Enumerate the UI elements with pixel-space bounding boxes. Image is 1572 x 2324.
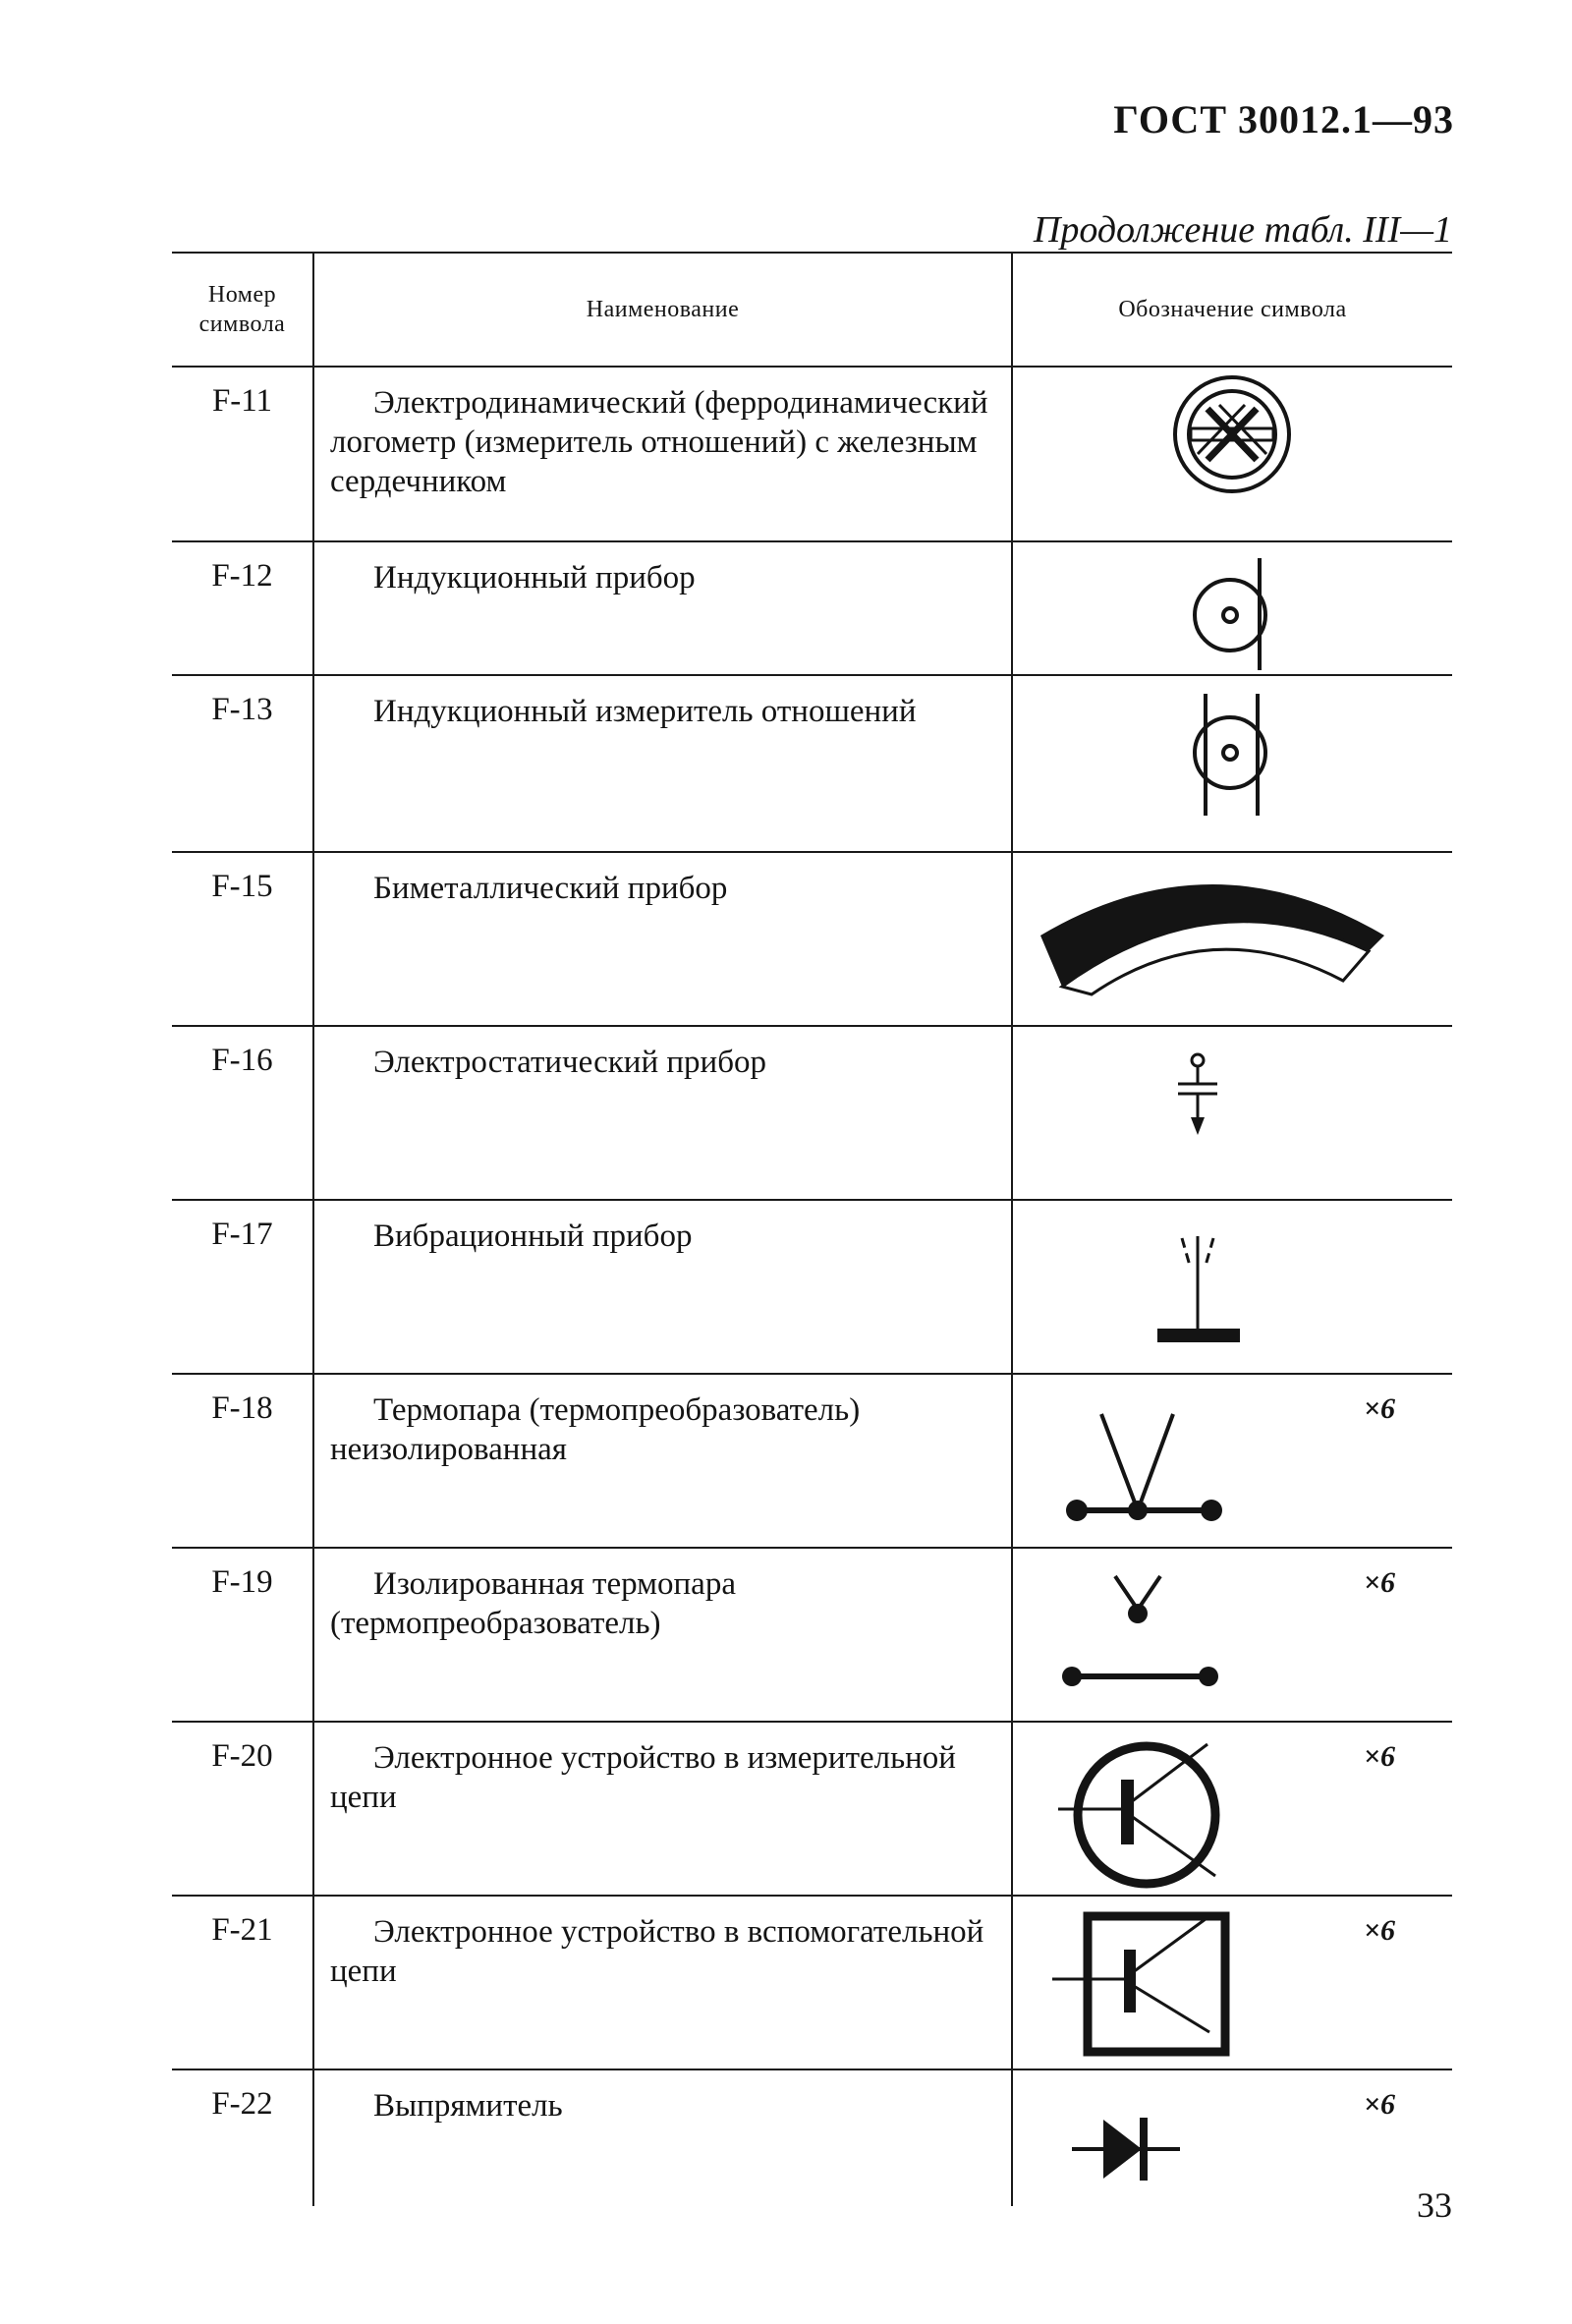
column-header-name: Наименование [314, 254, 1013, 366]
symbol-name-cell [314, 2070, 1013, 2206]
scale-note: ×6 [1363, 1392, 1395, 1425]
table-row [172, 2070, 1452, 2206]
symbol-number: F-13 [172, 676, 314, 851]
symbol-cell [1013, 542, 1452, 674]
table-row [172, 1375, 1452, 1549]
symbol-name-cell [314, 853, 1013, 1025]
symbol-name-cell [314, 1375, 1013, 1547]
symbol-name: Электродинамический (ферродинамический логометр (измеритель отношений) с железным сердечником [330, 385, 988, 499]
symbol-number: F-20 [172, 1723, 314, 1895]
page-number: 33 [1417, 2185, 1452, 2225]
symbol-name: Биметаллический прибор [373, 871, 728, 906]
induction-ratiometer-icon [1013, 676, 1452, 851]
symbol-name-cell [314, 676, 1013, 851]
table-row [172, 1723, 1452, 1897]
symbol-name: Термопара (термопреобразователь) неизолированная [330, 1392, 861, 1467]
table-row [172, 1201, 1452, 1375]
symbol-name: Электростатический прибор [373, 1045, 766, 1080]
symbol-name: Выпрямитель [373, 2088, 563, 2124]
symbol-name-cell [314, 542, 1013, 674]
electrostatic-instrument-icon [1013, 1027, 1452, 1199]
table-row [172, 676, 1452, 853]
bimetallic-instrument-icon [1013, 853, 1452, 1025]
electrodynamic-ratiometer-iron-core-icon [1013, 368, 1452, 540]
symbol-cell [1013, 2070, 1452, 2206]
scale-note: ×6 [1363, 1914, 1395, 1947]
table-row [172, 1027, 1452, 1201]
symbol-cell [1013, 368, 1452, 540]
symbol-cell [1013, 1723, 1452, 1895]
symbol-name: Изолированная термопара (термопреобразователь) [330, 1566, 736, 1641]
symbol-number: F-15 [172, 853, 314, 1025]
symbol-name-cell [314, 1897, 1013, 2069]
table-caption: Продолжение табл. III—1 [1033, 209, 1452, 251]
symbol-name-cell [314, 1549, 1013, 1721]
symbol-number: F-16 [172, 1027, 314, 1199]
symbol-name-cell [314, 1027, 1013, 1199]
symbol-number: F-12 [172, 542, 314, 674]
table-row [172, 542, 1452, 676]
table-row [172, 1549, 1452, 1723]
symbol-cell [1013, 1375, 1452, 1547]
symbol-cell [1013, 676, 1452, 851]
symbol-name: Электронное устройство в вспомогательной цепи [330, 1914, 984, 1989]
table-row [172, 1897, 1452, 2070]
symbol-number: F-22 [172, 2070, 314, 2206]
symbol-number: F-19 [172, 1549, 314, 1721]
table-row [172, 853, 1452, 1027]
symbol-number: F-17 [172, 1201, 314, 1373]
document-header: ГОСТ 30012.1—93 [1113, 97, 1454, 142]
symbol-name: Электронное устройство в измерительной цепи [330, 1740, 956, 1815]
symbol-cell [1013, 1201, 1452, 1373]
symbol-name-cell [314, 368, 1013, 540]
symbol-name: Вибрационный прибор [373, 1219, 693, 1254]
symbol-cell [1013, 1027, 1452, 1199]
induction-instrument-icon [1013, 542, 1452, 674]
symbol-name-cell [314, 1723, 1013, 1895]
symbol-number: F-21 [172, 1897, 314, 2069]
symbol-cell [1013, 1549, 1452, 1721]
vibration-instrument-icon [1013, 1201, 1452, 1373]
table-row [172, 368, 1452, 542]
scale-note: ×6 [1363, 2088, 1395, 2121]
symbol-cell [1013, 1897, 1452, 2069]
symbols-table [172, 252, 1452, 2206]
table-header [172, 254, 1452, 368]
symbol-cell [1013, 853, 1452, 1025]
symbol-name: Индукционный прибор [373, 560, 696, 595]
column-header-number: Номер символа [172, 254, 314, 366]
symbol-name-cell [314, 1201, 1013, 1373]
scale-note: ×6 [1363, 1740, 1395, 1773]
symbol-name: Индукционный измеритель отношений [373, 694, 917, 729]
column-header-symbol: Обозначение символа [1118, 297, 1347, 322]
symbol-number: F-11 [172, 368, 314, 540]
symbol-number: F-18 [172, 1375, 314, 1547]
scale-note: ×6 [1363, 1566, 1395, 1599]
